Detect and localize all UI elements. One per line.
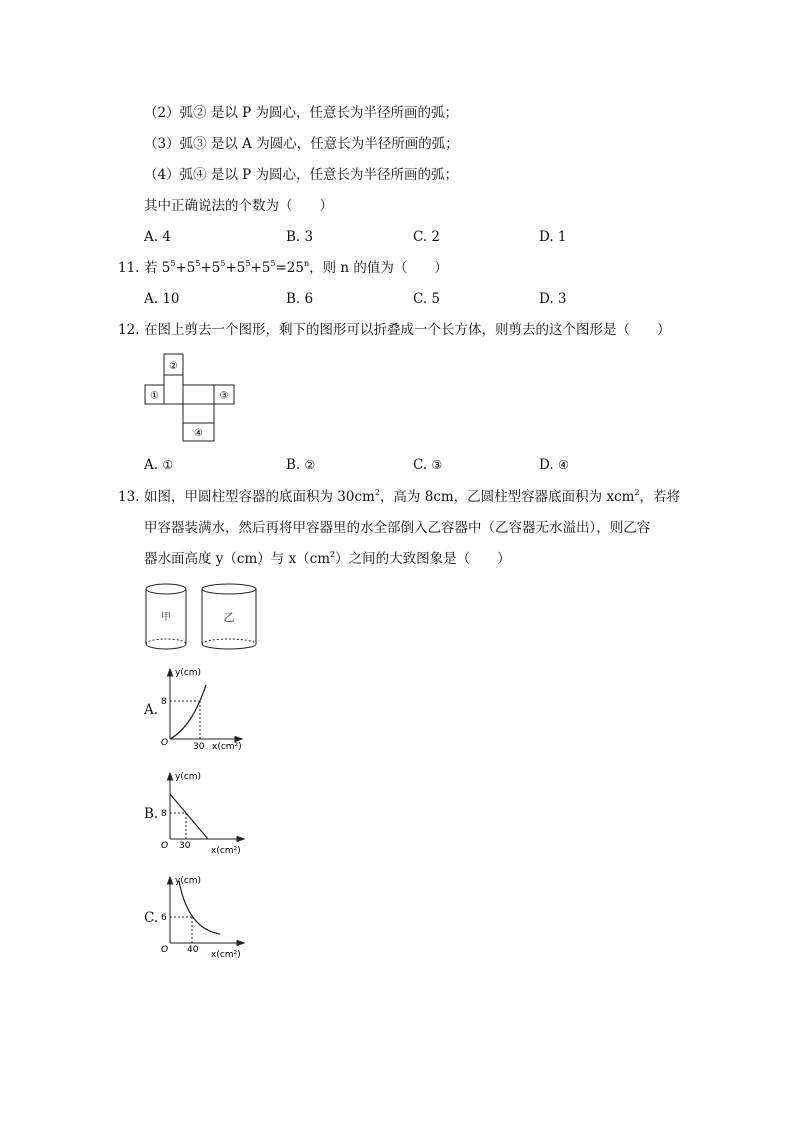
statement-2: （2）弧② 是以 P 为圆心，任意长为半径所画的弧； bbox=[144, 105, 459, 121]
graph-a-ylabel: y(cm) bbox=[175, 668, 202, 678]
graph-b bbox=[158, 767, 248, 857]
graph-a-curve bbox=[170, 685, 206, 739]
net-label-4: ④ bbox=[194, 428, 203, 439]
q11-text: 若 $5^5+5^5+5^5+5^5+5^5=25^n$，则 n 的值为（ ） bbox=[144, 259, 448, 276]
graph-c-xlabel: x(cm²) bbox=[211, 950, 241, 960]
graph-b-ylabel: y(cm) bbox=[175, 772, 202, 782]
net-label-2: ② bbox=[169, 361, 178, 372]
graph-c-ytick: 6 bbox=[161, 913, 167, 923]
graph-a-xtick: 30 bbox=[193, 742, 205, 752]
q13-option-a-label: A. bbox=[144, 702, 159, 718]
cube-net-diagram bbox=[140, 350, 245, 445]
q12-option-d: D. ④ bbox=[539, 457, 569, 473]
graph-b-line bbox=[170, 794, 208, 839]
q13-line-2: 甲容器装满水，然后再将甲容器里的水全部倒入乙容器中（乙容器无水溢出），则乙容 bbox=[144, 520, 651, 536]
q10-option-a: A. 4 bbox=[144, 229, 171, 245]
graph-c bbox=[158, 871, 248, 963]
q10-question: 其中正确说法的个数为（ ） bbox=[144, 198, 333, 214]
q13-option-b-label: B. bbox=[144, 806, 159, 822]
graph-a-ytick: 8 bbox=[161, 697, 167, 707]
statement-3: （3）弧③ 是以 A 为圆心，任意长为半径所画的弧； bbox=[144, 136, 459, 152]
graph-b-xtick: 30 bbox=[179, 841, 191, 851]
graph-c-xtick: 40 bbox=[187, 945, 199, 955]
graph-c-ylabel: y(cm) bbox=[175, 876, 202, 886]
graph-b-ytick: 8 bbox=[161, 809, 167, 819]
q11-option-a: A. 10 bbox=[144, 291, 180, 307]
q10-option-c: C. 2 bbox=[413, 229, 441, 245]
q13-number: 13. bbox=[118, 489, 140, 505]
graph-a-origin: O bbox=[161, 738, 169, 748]
q12-option-b: B. ② bbox=[286, 457, 316, 473]
net-cell-bottom bbox=[183, 404, 214, 423]
q12-number: 12. bbox=[118, 322, 140, 338]
q11-option-d: D. 3 bbox=[539, 291, 567, 307]
statement-4: （4）弧④ 是以 P 为圆心，任意长为半径所画的弧； bbox=[144, 167, 459, 183]
q13-option-c-label: C. bbox=[144, 910, 159, 926]
net-label-1: ① bbox=[150, 390, 159, 402]
graph-c-origin: O bbox=[161, 945, 169, 955]
net-cell-middle bbox=[183, 385, 214, 404]
graph-b-origin: O bbox=[161, 841, 169, 851]
q12-option-a: A. ① bbox=[144, 457, 174, 473]
q12-text: 在图上剪去一个图形，剩下的图形可以折叠成一个长方体，则剪去的这个图形是（ ） bbox=[144, 322, 671, 338]
net-label-3: ③ bbox=[219, 390, 229, 402]
cylinder-yi-label: 乙 bbox=[223, 611, 235, 624]
q11-option-c: C. 5 bbox=[413, 291, 441, 307]
q13-line-1: 如图，甲圆柱型容器的底面积为 $30cm^2$，高为 8cm，乙圆柱型容器底面积为 xcm$^2$，若将 bbox=[144, 488, 681, 505]
graph-a-xlabel: x(cm²) bbox=[212, 742, 242, 752]
cylinder-jia-label: 甲 bbox=[161, 612, 171, 623]
graph-b-xlabel: x(cm²) bbox=[211, 846, 241, 856]
net-cell-top bbox=[164, 375, 183, 404]
q13-line-3: 器水面高度 y（cm）与 $x(cm^2)$之间的大致图象是（ ） bbox=[144, 550, 511, 567]
q11-option-b: B. 6 bbox=[286, 291, 314, 307]
q10-option-b: B. 3 bbox=[286, 229, 314, 245]
q10-option-d: D. 1 bbox=[539, 229, 567, 245]
graph-a bbox=[158, 663, 248, 753]
q11-number: 11. bbox=[118, 260, 140, 276]
q12-option-c: C. ③ bbox=[413, 457, 443, 473]
cylinders-diagram bbox=[140, 580, 270, 654]
graph-c-curve bbox=[179, 881, 220, 934]
